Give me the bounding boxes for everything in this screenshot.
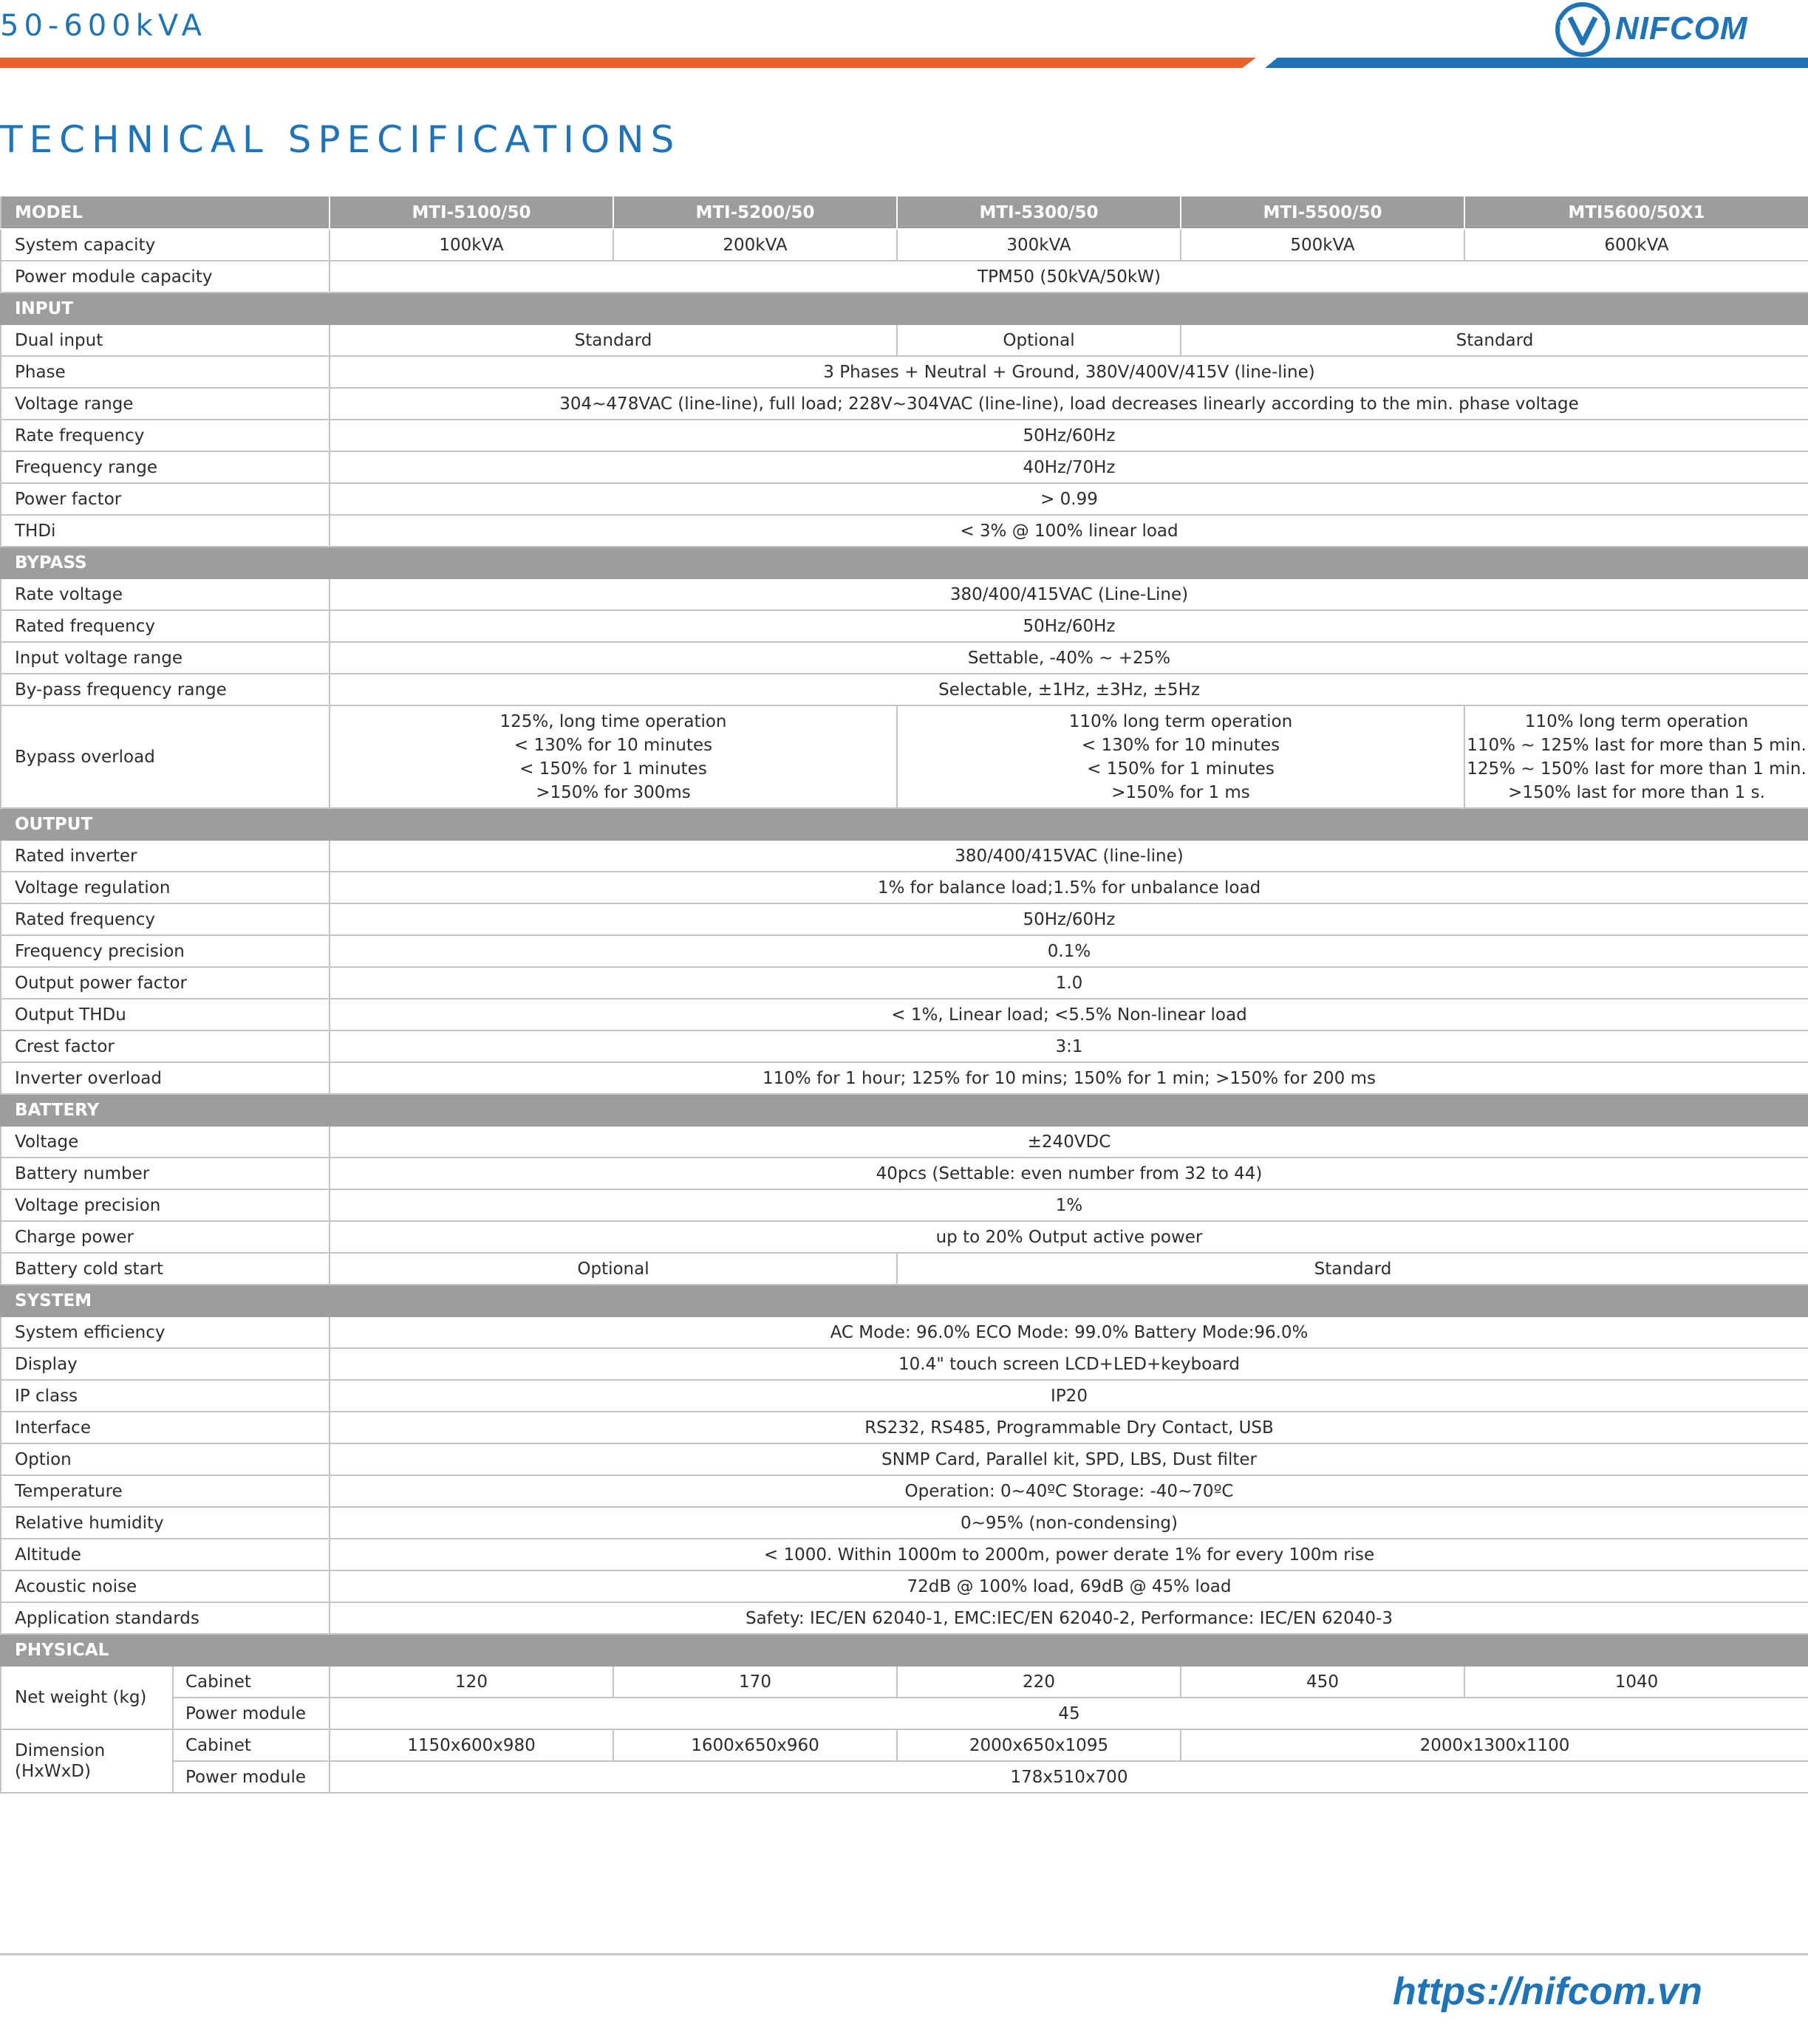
row-label: By-pass frequency range (1, 674, 330, 705)
row-label: Crest factor (1, 1030, 330, 1062)
section-header-output (1, 808, 1808, 840)
model-name: MTI5600/50X1 (1464, 196, 1808, 229)
row-value: 2000x650x1095 (897, 1729, 1181, 1761)
row-label: Acoustic noise (1, 1570, 330, 1602)
section-header-battery (1, 1094, 1808, 1126)
table-row (1, 324, 1808, 356)
row-value: 1040 (1464, 1666, 1808, 1698)
row-value: IP20 (330, 1380, 1808, 1412)
table-row (1, 967, 1808, 999)
row-value: 500kVA (1181, 229, 1464, 261)
section-title: TECHNICAL SPECIFICATIONS (0, 118, 681, 161)
row-value: Safety: IEC/EN 62040-1, EMC:IEC/EN 62040-2, Performance: IEC/EN 62040-3 (330, 1602, 1808, 1634)
footer-divider (0, 1953, 1808, 1955)
table-row (1, 1666, 1808, 1698)
row-label: THDi (1, 515, 330, 547)
table-row (1, 935, 1808, 967)
row-label: Temperature (1, 1475, 330, 1507)
row-value: 50Hz/60Hz (330, 420, 1808, 451)
table-row (1, 1507, 1808, 1539)
row-label: Phase (1, 356, 330, 388)
table-row (1, 1253, 1808, 1285)
table-row (1, 1539, 1808, 1570)
row-label: Rated inverter (1, 840, 330, 872)
row-value: up to 20% Output active power (330, 1221, 1808, 1253)
row-value: 0.1% (330, 935, 1808, 967)
row-value: 1600x650x960 (613, 1729, 897, 1761)
section-label: BATTERY (1, 1094, 1808, 1126)
table-row (1, 610, 1808, 642)
model-label: MODEL (1, 196, 330, 229)
row-label: Output THDu (1, 999, 330, 1030)
logo-text: NIFCOM (1615, 10, 1748, 47)
row-label: Power module capacity (1, 261, 330, 293)
row-label: Voltage range (1, 388, 330, 420)
row-label: Charge power (1, 1221, 330, 1253)
table-row (1, 420, 1808, 451)
table-row (1, 483, 1808, 515)
model-name: MTI-5200/50 (613, 196, 897, 229)
header-title: 50-600kVA (0, 9, 208, 43)
section-header-physical (1, 1634, 1808, 1666)
table-row (1, 1698, 1808, 1729)
row-label: Input voltage range (1, 642, 330, 674)
row-value: 120 (330, 1666, 613, 1698)
section-header-input (1, 293, 1808, 324)
table-row (1, 1443, 1808, 1475)
table-row (1, 1126, 1808, 1158)
table-row (1, 999, 1808, 1030)
table-row (1, 705, 1808, 808)
row-value: 0~95% (non-condensing) (330, 1507, 1808, 1539)
section-label: SYSTEM (1, 1285, 1808, 1316)
model-name: MTI-5500/50 (1181, 196, 1464, 229)
table-row (1, 261, 1808, 293)
sub-label: Power module (173, 1761, 330, 1793)
table-row (1, 1158, 1808, 1189)
row-value: Standard (1181, 324, 1808, 356)
row-value: SNMP Card, Parallel kit, SPD, LBS, Dust filter (330, 1443, 1808, 1475)
row-value: TPM50 (50kVA/50kW) (330, 261, 1808, 293)
row-value: < 3% @ 100% linear load (330, 515, 1808, 547)
row-value: Operation: 0~40ºC Storage: -40~70ºC (330, 1475, 1808, 1507)
row-value: 220 (897, 1666, 1181, 1698)
table-row (1, 356, 1808, 388)
row-value: 178x510x700 (330, 1761, 1808, 1793)
table-row (1, 515, 1808, 547)
row-value: Settable, -40% ~ +25% (330, 642, 1808, 674)
table-row (1, 1729, 1808, 1761)
row-value: 450 (1181, 1666, 1464, 1698)
row-label: Interface (1, 1412, 330, 1443)
section-label: INPUT (1, 293, 1808, 324)
footer-url-link[interactable]: https://nifcom.vn (1393, 1970, 1702, 2013)
sub-label: Cabinet (173, 1729, 330, 1761)
row-value: ±240VDC (330, 1126, 1808, 1158)
table-row (1, 872, 1808, 903)
row-label: Display (1, 1348, 330, 1380)
row-value: 1.0 (330, 967, 1808, 999)
table-row (1, 642, 1808, 674)
row-value: 304~478VAC (line-line), full load; 228V~304VAC (line-line), load decreases linearly according to the min. phase voltage (330, 388, 1808, 420)
row-label: Relative humidity (1, 1507, 330, 1539)
table-row (1, 1412, 1808, 1443)
row-value: < 1%, Linear load; <5.5% Non-linear load (330, 999, 1808, 1030)
table-row (1, 1570, 1808, 1602)
row-label: Inverter overload (1, 1062, 330, 1094)
sub-label: Power module (173, 1698, 330, 1729)
row-label: Battery number (1, 1158, 330, 1189)
section-header-system (1, 1285, 1808, 1316)
row-label: Rate frequency (1, 420, 330, 451)
row-label: Voltage regulation (1, 872, 330, 903)
row-label: System capacity (1, 229, 330, 261)
bypass-overload-a: 125%, long time operation < 130% for 10 minutes < 150% for 1 minutes >150% for 300ms (330, 705, 897, 808)
row-value: 40Hz/70Hz (330, 451, 1808, 483)
row-value: 50Hz/60Hz (330, 903, 1808, 935)
row-value: < 1000. Within 1000m to 2000m, power derate 1% for every 100m rise (330, 1539, 1808, 1570)
section-label: BYPASS (1, 547, 1808, 578)
table-row (1, 451, 1808, 483)
row-value: 110% for 1 hour; 125% for 10 mins; 150% for 1 min; >150% for 200 ms (330, 1062, 1808, 1094)
table-row (1, 1602, 1808, 1634)
row-value: 1% (330, 1189, 1808, 1221)
table-row (1, 903, 1808, 935)
section-label: PHYSICAL (1, 1634, 1808, 1666)
row-label: Output power factor (1, 967, 330, 999)
model-name: MTI-5300/50 (897, 196, 1181, 229)
table-row (1, 388, 1808, 420)
row-label: Altitude (1, 1539, 330, 1570)
row-value: RS232, RS485, Programmable Dry Contact, USB (330, 1412, 1808, 1443)
row-value: Standard (330, 324, 897, 356)
dimension-label: Dimension (HxWxD) (1, 1729, 173, 1793)
row-value: 100kVA (330, 229, 613, 261)
table-row (1, 1189, 1808, 1221)
table-row (1, 1030, 1808, 1062)
bypass-overload-c: 110% long term operation 110% ~ 125% last for more than 5 min. 125% ~ 150% last for more than 1 min. >150% last for more than 1 s. (1464, 705, 1808, 808)
row-value: Standard (897, 1253, 1808, 1285)
table-row (1, 1221, 1808, 1253)
table-row (1, 674, 1808, 705)
model-name: MTI-5100/50 (330, 196, 613, 229)
row-value: 40pcs (Settable: even number from 32 to 44) (330, 1158, 1808, 1189)
row-label: Power factor (1, 483, 330, 515)
row-value: 72dB @ 100% load, 69dB @ 45% load (330, 1570, 1808, 1602)
row-value: 50Hz/60Hz (330, 610, 1808, 642)
row-value: 600kVA (1464, 229, 1808, 261)
row-value: 45 (330, 1698, 1808, 1729)
table-row (1, 1380, 1808, 1412)
table-row (1, 1062, 1808, 1094)
table-row (1, 1761, 1808, 1793)
section-header-bypass (1, 547, 1808, 578)
table-row (1, 1316, 1808, 1348)
row-label: System efficiency (1, 1316, 330, 1348)
table-row (1, 1348, 1808, 1380)
row-value: Optional (897, 324, 1181, 356)
row-label: Frequency range (1, 451, 330, 483)
table-row (1, 229, 1808, 261)
row-label: Bypass overload (1, 705, 330, 808)
row-value: 380/400/415VAC (line-line) (330, 840, 1808, 872)
row-label: Rate voltage (1, 578, 330, 610)
row-value: 10.4" touch screen LCD+LED+keyboard (330, 1348, 1808, 1380)
row-label: Rated frequency (1, 610, 330, 642)
row-value: 2000x1300x1100 (1181, 1729, 1808, 1761)
row-value: AC Mode: 96.0% ECO Mode: 99.0% Battery Mode:96.0% (330, 1316, 1808, 1348)
row-value: 200kVA (613, 229, 897, 261)
row-value: Optional (330, 1253, 897, 1285)
row-label: Voltage precision (1, 1189, 330, 1221)
row-value: Selectable, ±1Hz, ±3Hz, ±5Hz (330, 674, 1808, 705)
row-label: Voltage (1, 1126, 330, 1158)
row-value: 1% for balance load;1.5% for unbalance load (330, 872, 1808, 903)
bypass-overload-b: 110% long term operation < 130% for 10 minutes < 150% for 1 minutes >150% for 1 ms (897, 705, 1464, 808)
row-value: 1150x600x980 (330, 1729, 613, 1761)
table-row (1, 578, 1808, 610)
spec-table (0, 195, 1808, 1794)
row-label: Rated frequency (1, 903, 330, 935)
row-value: 380/400/415VAC (Line-Line) (330, 578, 1808, 610)
table-header-row (1, 196, 1808, 229)
header-accent-bar-orange (0, 58, 1256, 68)
sub-label: Cabinet (173, 1666, 330, 1698)
table-row (1, 840, 1808, 872)
row-value: 170 (613, 1666, 897, 1698)
section-label: OUTPUT (1, 808, 1808, 840)
table-row (1, 1475, 1808, 1507)
row-value: 3 Phases + Neutral + Ground, 380V/400V/415V (line-line) (330, 356, 1808, 388)
net-weight-label: Net weight (kg) (1, 1666, 173, 1729)
row-label: IP class (1, 1380, 330, 1412)
row-label: Dual input (1, 324, 330, 356)
row-label: Option (1, 1443, 330, 1475)
row-value: 300kVA (897, 229, 1181, 261)
row-label: Application standards (1, 1602, 330, 1634)
row-value: 3:1 (330, 1030, 1808, 1062)
row-value: > 0.99 (330, 483, 1808, 515)
row-label: Battery cold start (1, 1253, 330, 1285)
row-label: Frequency precision (1, 935, 330, 967)
